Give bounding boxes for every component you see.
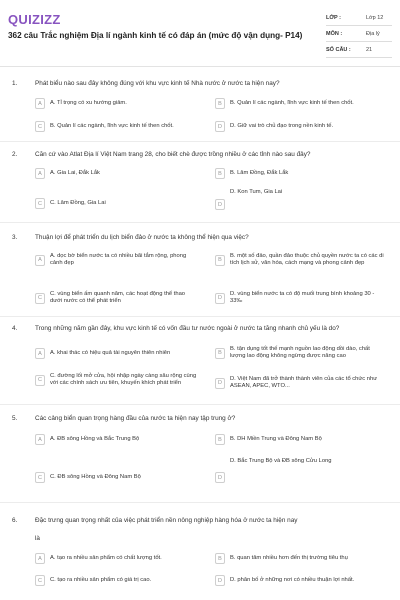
option-letter-box: C xyxy=(35,293,45,304)
question-divider xyxy=(0,316,400,317)
meta-row-subject xyxy=(326,26,392,42)
option-letter-box: C xyxy=(35,575,45,586)
option-text: C. đường lối mở cửa, hội nhập ngày càng sâu rộng cùng với các chính sách ưu tiên, khuyến khích phát triển xyxy=(50,373,197,387)
option-text: B. tận dụng tốt thế mạnh nguồn lao động dồi dào, chất lượng lao động không ngừng được nâng cao xyxy=(230,346,370,360)
option-letter-box: A xyxy=(35,255,45,266)
option-letter-box: A xyxy=(35,348,45,359)
option-letter-box: D xyxy=(215,472,225,483)
option-b[interactable] xyxy=(215,434,390,445)
option-a[interactable] xyxy=(35,168,205,179)
option-letter-box: C xyxy=(35,375,45,386)
option-text: D. Kon Tum, Gia Lai xyxy=(230,189,283,195)
meta-row-class xyxy=(326,10,392,26)
option-b[interactable] xyxy=(215,253,390,267)
meta-label-count: SỐ CÂU : xyxy=(326,46,351,53)
question-divider xyxy=(0,404,400,405)
option-a[interactable] xyxy=(35,434,205,445)
option-a[interactable] xyxy=(35,553,205,564)
option-text: D. Việt Nam đã trở thành thành viên của các tổ chức như ASEAN, APEC, WTO... xyxy=(230,376,378,390)
option-c[interactable] xyxy=(35,373,205,387)
option-letter-box: D xyxy=(215,293,225,304)
meta-label-class: LỚP : xyxy=(326,14,341,21)
option-letter-box: B xyxy=(215,348,225,359)
question-number: 4. xyxy=(12,325,18,332)
option-text: D. vùng biển nước ta có độ muối trung bình khoảng 30 - 33‰ xyxy=(230,291,375,305)
option-letter-box: D xyxy=(215,121,225,132)
option-d[interactable] xyxy=(215,291,390,305)
option-letter-box: B xyxy=(215,98,225,109)
option-c[interactable] xyxy=(35,198,205,209)
option-text: A. Gia Lai, Đắk Lắk xyxy=(50,169,100,176)
option-text: D. phân bố ở những nơi có nhiều thuận lợi nhất. xyxy=(230,576,355,583)
option-c[interactable] xyxy=(35,575,205,586)
option-text: A. Tỉ trọng có xu hướng giảm. xyxy=(50,99,127,106)
option-a[interactable] xyxy=(35,348,205,359)
option-letter-box: A xyxy=(35,553,45,564)
document-meta xyxy=(326,10,392,58)
option-b[interactable] xyxy=(215,553,390,564)
option-letter-box: B xyxy=(215,553,225,564)
option-letter-box: C xyxy=(35,198,45,209)
option-letter-box: A xyxy=(35,168,45,179)
meta-value-count: 21 xyxy=(366,46,373,53)
quizizz-logo: QUIZIZZ xyxy=(8,12,61,27)
meta-row-count xyxy=(326,42,392,58)
option-letter-box: B xyxy=(215,434,225,445)
option-text: A. ĐB sông Hồng và Bắc Trung Bộ xyxy=(50,435,140,442)
option-text: B. một số đảo, quần đảo thuộc chủ quyền nước ta có các di tích lịch sử, văn hóa, cách mạng và phong cảnh đẹp xyxy=(230,253,384,267)
option-text: A. dọc bờ biển nước ta có nhiều bãi tắm rộng, phong cảnh đẹp xyxy=(50,253,187,267)
question-text: Căn cứ vào Atlat Địa lí Việt Nam trang 28, cho biết chè được trồng nhiều ở các tỉnh nào sau đây? xyxy=(35,151,311,158)
question-number: 2. xyxy=(12,151,18,158)
option-text: B. Quản lí các ngành, lĩnh vực kinh tế then chốt. xyxy=(230,99,354,106)
option-b[interactable] xyxy=(215,98,390,109)
question-text: Trong những năm gần đây, khu vực kinh tế có vốn đầu tư nước ngoài ở nước ta tăng nhanh chủ yếu là do? xyxy=(35,325,340,332)
question-number: 1. xyxy=(12,80,18,87)
option-c[interactable] xyxy=(35,291,205,305)
option-d[interactable] xyxy=(215,575,390,586)
option-text: A. khai thác có hiệu quả tài nguyên thiên nhiên xyxy=(50,349,171,356)
option-text: B. Quản lí các ngành, lĩnh vực kinh tế then chốt. xyxy=(50,122,174,129)
option-letter-box: B xyxy=(215,168,225,179)
question-divider xyxy=(0,222,400,223)
option-text: B. DH Miền Trung và Đông Nam Bộ xyxy=(230,435,322,442)
question-divider xyxy=(0,141,400,142)
option-letter-box: D xyxy=(215,199,225,210)
option-c[interactable] xyxy=(35,472,205,483)
question-text-continued: là xyxy=(35,535,40,542)
option-text: D. Bắc Trung Bộ và ĐB sông Cửu Long xyxy=(230,458,332,464)
header-divider xyxy=(0,66,400,67)
question-number: 6. xyxy=(12,517,18,524)
option-letter-box: D xyxy=(215,378,225,389)
option-text: C. vùng biển ấm quanh năm, các hoạt động thể thao dưới nước có thể phát triển xyxy=(50,291,186,305)
question-text: Thuận lợi để phát triển du lịch biển đảo ở nước ta không thể hiện qua việc? xyxy=(35,234,249,241)
option-b[interactable] xyxy=(215,168,390,179)
option-text: B. Lâm Đồng, Đắk Lắk xyxy=(230,169,289,176)
option-a[interactable] xyxy=(35,98,205,109)
option-text: C. ĐB sông Hồng và Đông Nam Bộ xyxy=(50,473,141,480)
question-divider xyxy=(0,502,400,503)
option-text: C. Lâm Đồng, Gia Lai xyxy=(50,199,106,206)
document-header xyxy=(0,0,400,62)
option-c[interactable] xyxy=(35,121,205,132)
option-letter-box: C xyxy=(35,472,45,483)
option-d[interactable] xyxy=(215,121,390,132)
option-text: C. tạo ra nhiều sản phẩm có giá trị cao. xyxy=(50,576,152,583)
question-text: Các cảng biển quan trọng hàng đầu của nước ta hiện nay tập trung ở? xyxy=(35,415,236,422)
option-b[interactable] xyxy=(215,346,390,360)
option-d[interactable] xyxy=(215,456,390,486)
question-text: Đặc trưng quan trọng nhất của việc phát triển nền nông nghiệp hàng hóa ở nước ta hiện nay xyxy=(35,517,298,524)
meta-value-class: Lớp 12 xyxy=(366,14,384,21)
meta-value-subject: Địa lý xyxy=(366,30,380,37)
question-number: 3. xyxy=(12,234,18,241)
option-d[interactable] xyxy=(215,376,390,390)
option-d[interactable] xyxy=(215,189,390,213)
option-letter-box: B xyxy=(215,255,225,266)
option-text: B. quan tâm nhiều hơn đến thị trường tiêu thụ xyxy=(230,554,348,561)
question-text: Phát biểu nào sau đây không đúng với khu vực kinh tế Nhà nước ở nước ta hiện nay? xyxy=(35,80,280,87)
option-letter-box: A xyxy=(35,98,45,109)
option-letter-box: A xyxy=(35,434,45,445)
document-title: 362 câu Trắc nghiệm Địa lí ngành kinh tế có đáp án (mức độ vận dụng- P14) xyxy=(8,31,303,40)
question-number: 5. xyxy=(12,415,18,422)
option-letter-box: C xyxy=(35,121,45,132)
meta-label-subject: MÔN : xyxy=(326,30,343,37)
option-text: A. tạo ra nhiều sản phẩm có chất lượng tốt. xyxy=(50,554,162,561)
option-letter-box: D xyxy=(215,575,225,586)
option-text: D. Giữ vai trò chủ đạo trong nền kinh tế. xyxy=(230,122,334,129)
option-a[interactable] xyxy=(35,253,205,267)
